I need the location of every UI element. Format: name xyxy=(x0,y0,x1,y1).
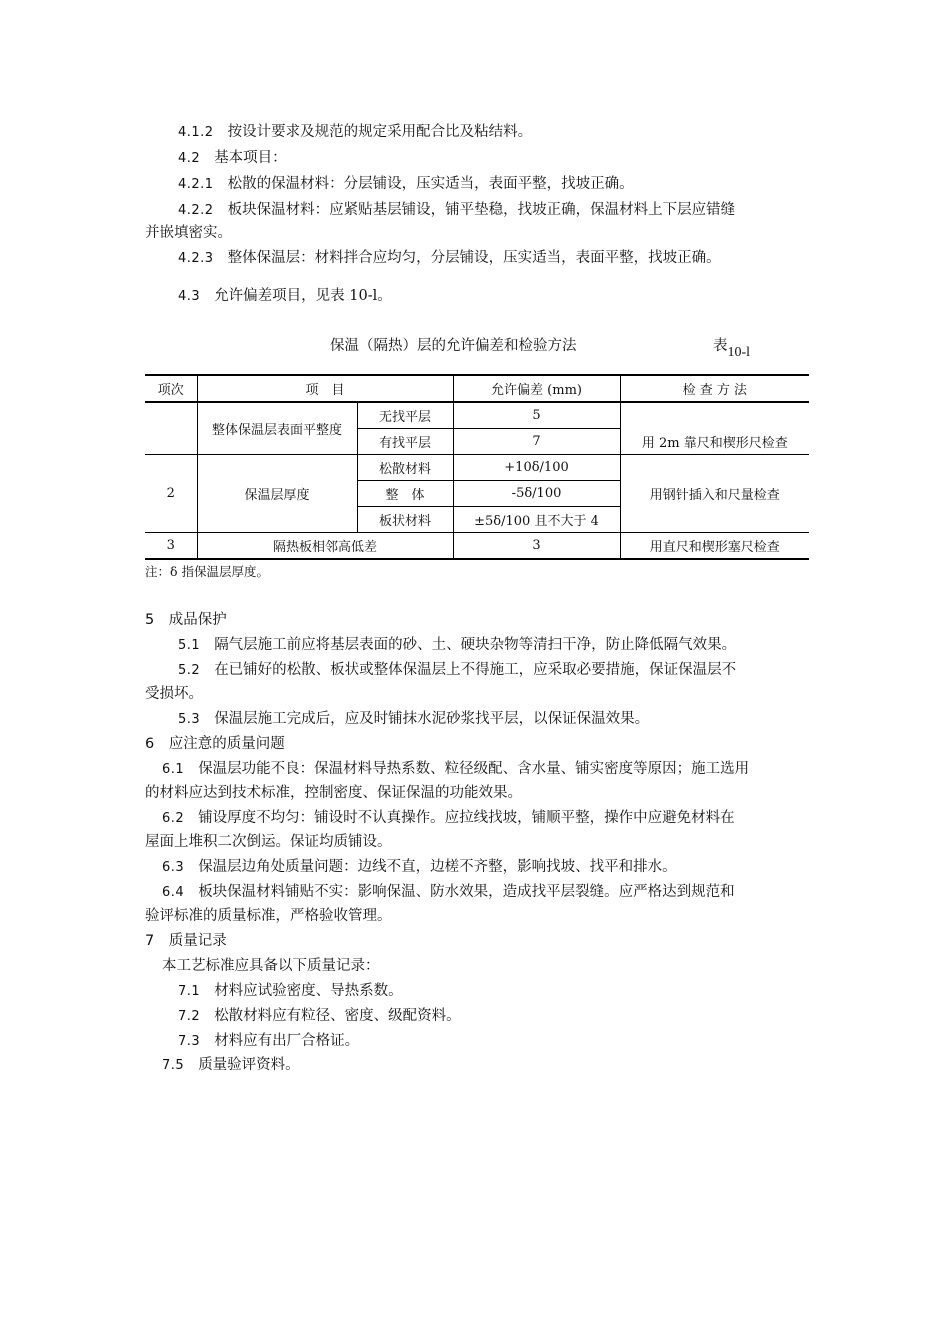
clause-7-2: 7.2 松散材料应有粒径、密度、级配资料。 xyxy=(178,1008,461,1024)
clause-4-3: 4.3 允许偏差项目，见表 10-l。 xyxy=(178,288,392,304)
clause-6-4: 6.4 板块保温材料铺贴不实：影响保温、防水效果，造成找平层裂缝。应严格达到规范和 xyxy=(162,884,735,900)
clause-7-5: 7.5 质量验评资料。 xyxy=(162,1057,300,1073)
header-no: 项次 xyxy=(145,375,197,402)
clause-5-3: 5.3 保温层施工完成后，应及时铺抹水泥砂浆找平层，以保证保温效果。 xyxy=(178,711,650,727)
row2-val2: -5δ/100 xyxy=(453,481,620,507)
row2-sub2: 整 体 xyxy=(357,481,453,507)
header-item: 项 目 xyxy=(197,375,453,402)
row1-method: 用 2m 靠尺和楔形尺检查 xyxy=(620,402,809,455)
clause-6-4-cont: 验评标准的质量标准，严格验收管理。 xyxy=(145,908,392,924)
clause-6-2: 6.2 铺设厚度不均匀：铺设时不认真操作。应拉线找坡，铺顺平整，操作中应避免材料在 xyxy=(162,810,735,826)
row1-sub1: 无找平层 xyxy=(357,402,453,429)
clause-4-2: 4.2 基本项目： xyxy=(178,150,287,166)
table-row xyxy=(145,455,809,481)
table-note: 注：δ 指保温层厚度。 xyxy=(145,564,269,579)
row1-no xyxy=(145,402,197,455)
row2-no: 2 xyxy=(145,455,197,533)
clause-4-1-2: 4.1.2 按设计要求及规范的规定采用配合比及粘结料。 xyxy=(178,124,533,140)
clause-6-1-cont: 的材料应达到技术标准，控制密度、保证保温的功能效果。 xyxy=(145,785,522,801)
clause-7-1: 7.1 材料应试验密度、导热系数。 xyxy=(178,983,403,999)
row2-method: 用钢针插入和尺量检查 xyxy=(620,455,809,533)
row2-sub1: 松散材料 xyxy=(357,455,453,481)
row1-sub2: 有找平层 xyxy=(357,429,453,455)
clause-5-2: 5.2 在已铺好的松散、板状或整体保温层上不得施工，应采取必要措施，保证保温层不 xyxy=(178,662,737,678)
table-header-row xyxy=(145,375,809,402)
section-7-intro: 本工艺标准应具备以下质量记录： xyxy=(162,958,380,974)
clause-7-3: 7.3 材料应有出厂合格证。 xyxy=(178,1033,360,1049)
clause-5-1: 5.1 隔气层施工前应将基层表面的砂、土、硬块杂物等清扫干净，防止降低隔气效果。 xyxy=(178,637,737,653)
row2-sub3: 板状材料 xyxy=(357,507,453,533)
row2-item: 保温层厚度 xyxy=(197,455,357,533)
table-label: 表10-l xyxy=(713,338,751,360)
clause-4-2-3: 4.2.3 整体保温层：材料拌合应均匀，分层铺设，压实适当，表面平整，找坡正确。 xyxy=(178,250,721,266)
section-7-heading: 7 质量记录 xyxy=(145,933,227,949)
clause-4-2-2: 4.2.2 板块保温材料：应紧贴基层铺设，铺平垫稳，找坡正确，保温材料上下层应错缝 xyxy=(178,202,736,218)
header-method: 检 查 方 法 xyxy=(620,375,809,402)
row3-method: 用直尺和楔形塞尺检查 xyxy=(620,533,809,560)
clause-6-3: 6.3 保温层边角处质量问题：边线不直，边槎不齐整，影响找坡、找平和排水。 xyxy=(162,859,677,875)
table-row xyxy=(145,533,809,560)
row3-no: 3 xyxy=(145,533,197,560)
section-6-heading: 6 应注意的质量问题 xyxy=(145,736,285,752)
clause-4-2-1: 4.2.1 松散的保温材料：分层铺设，压实适当，表面平整，找坡正确。 xyxy=(178,176,634,192)
row3-item: 隔热板相邻高低差 xyxy=(197,533,453,560)
table-title: 保温（隔热）层的允许偏差和检验方法 xyxy=(330,338,577,354)
clause-5-2-cont: 受损坏。 xyxy=(145,686,203,702)
row1-val1: 5 xyxy=(453,402,620,429)
tolerance-table xyxy=(145,374,809,560)
section-5-heading: 5 成品保护 xyxy=(145,612,227,628)
clause-6-1: 6.1 保温层功能不良：保温材料导热系数、粒径级配、含水量、铺实密度等原因；施工选用 xyxy=(162,761,750,777)
row1-val2: 7 xyxy=(453,429,620,455)
header-tolerance: 允许偏差 (mm) xyxy=(453,375,620,402)
table-row xyxy=(145,402,809,429)
clause-4-2-2-cont: 并嵌填密实。 xyxy=(145,225,232,241)
row2-val1: +10δ/100 xyxy=(453,455,620,481)
row3-val: 3 xyxy=(453,533,620,560)
row2-val3: ±5δ/100 且不大于 4 xyxy=(453,507,620,533)
row1-item: 整体保温层表面平整度 xyxy=(197,402,357,455)
clause-6-2-cont: 屋面上堆积二次倒运。保证均质铺设。 xyxy=(145,834,392,850)
